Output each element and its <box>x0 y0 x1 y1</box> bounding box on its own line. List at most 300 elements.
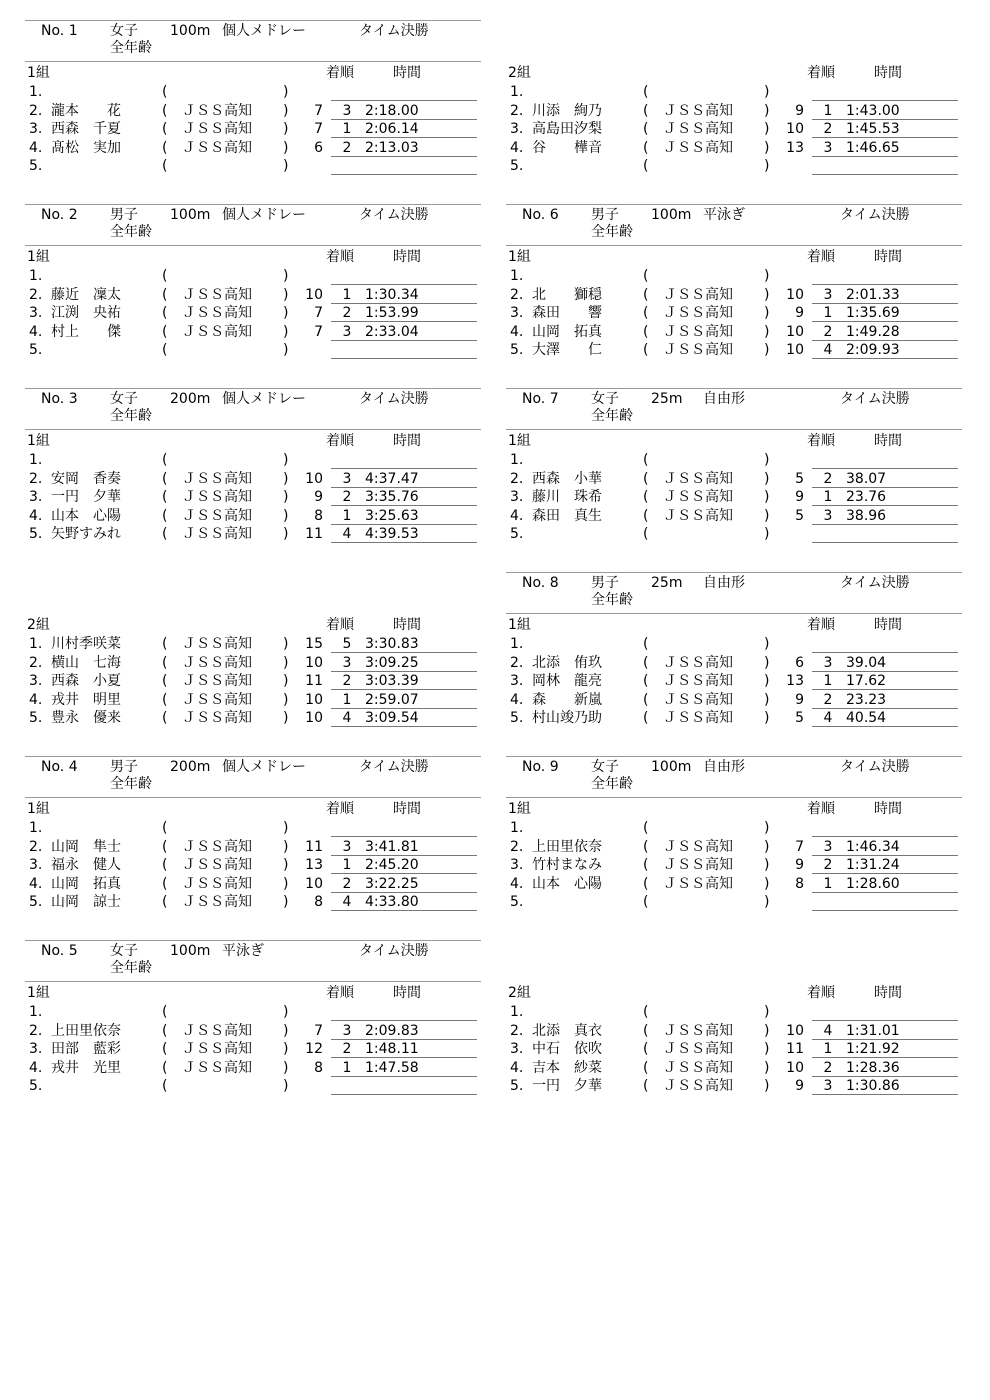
lane-number: 3. <box>510 1041 524 1058</box>
finish-rank: 4 <box>342 710 352 727</box>
underline <box>331 1094 477 1095</box>
finish-rank: 2 <box>823 470 833 487</box>
grade: 9 <box>795 1078 804 1095</box>
underline <box>331 358 477 359</box>
swimmer-name: 竹村まなみ <box>532 857 602 874</box>
result-row <box>506 451 962 470</box>
event-kind: タイム決勝 <box>359 943 429 959</box>
finish-rank: 1 <box>823 102 833 119</box>
finish-rank: 5 <box>342 636 352 652</box>
event-number: No. 1 <box>41 23 78 39</box>
lane-number: 5. <box>510 158 524 175</box>
finish-rank: 2 <box>342 673 352 690</box>
paren-open: ( <box>162 636 168 652</box>
rank-header: 着順 <box>326 617 354 633</box>
swimmer-name: 矢野すみれ <box>51 526 121 543</box>
grade: 7 <box>314 323 323 340</box>
time-header: 時間 <box>874 249 902 265</box>
finish-time: 3:09.54 <box>365 710 419 727</box>
underline <box>812 910 958 911</box>
paren-open: ( <box>643 139 649 156</box>
paren-open: ( <box>162 857 168 874</box>
underline <box>812 726 958 727</box>
event-age: 全年齢 <box>591 224 633 240</box>
result-row <box>506 525 962 544</box>
heat-label: 1組 <box>508 801 531 817</box>
finish-rank: 1 <box>342 286 352 303</box>
paren-open: ( <box>643 1004 649 1020</box>
event-kind: タイム決勝 <box>359 23 429 39</box>
paren-open: ( <box>643 838 649 855</box>
paren-close: ) <box>283 1078 289 1095</box>
event-gender: 女子 <box>591 759 619 775</box>
finish-rank: 4 <box>342 526 352 543</box>
event-number: No. 9 <box>522 759 559 775</box>
grade: 8 <box>795 875 804 892</box>
finish-time: 1:43.00 <box>846 102 900 119</box>
rank-header: 着順 <box>807 985 835 1001</box>
event-number: No. 3 <box>41 391 78 407</box>
lane-number: 4. <box>29 323 43 340</box>
swimmer-name: 藤川 珠希 <box>532 489 602 506</box>
event-header <box>25 204 481 246</box>
grade: 8 <box>314 1059 323 1076</box>
paren-open: ( <box>643 323 649 340</box>
heat-label: 1組 <box>27 433 50 449</box>
paren-close: ) <box>764 526 770 543</box>
team-name: ＪＳＳ高知 <box>182 102 252 119</box>
team-name: ＪＳＳ高知 <box>663 1059 733 1076</box>
event-stroke: 自由形 <box>703 759 745 775</box>
paren-open: ( <box>162 158 168 175</box>
paren-open: ( <box>643 820 649 836</box>
grade: 15 <box>305 636 323 652</box>
paren-open: ( <box>162 102 168 119</box>
result-row <box>506 286 962 305</box>
grade: 10 <box>786 1059 804 1076</box>
finish-time: 40.54 <box>846 710 887 727</box>
team-name: ＪＳＳ高知 <box>663 673 733 690</box>
team-name: ＪＳＳ高知 <box>182 875 252 892</box>
paren-open: ( <box>643 102 649 119</box>
finish-rank: 3 <box>823 838 833 855</box>
heat-label: 1組 <box>27 801 50 817</box>
underline <box>331 542 477 543</box>
result-row <box>506 83 962 102</box>
team-name: ＪＳＳ高知 <box>663 323 733 340</box>
event-age: 全年齢 <box>110 960 152 976</box>
paren-close: ) <box>283 286 289 303</box>
paren-open: ( <box>162 470 168 487</box>
paren-close: ) <box>764 342 770 359</box>
lane-number: 5. <box>29 526 43 543</box>
result-row <box>25 709 481 728</box>
heat-label: 2組 <box>508 985 531 1001</box>
event-distance: 25m <box>651 391 683 407</box>
lane-number: 1. <box>29 84 43 100</box>
lane-number: 3. <box>29 857 43 874</box>
swimmer-name: 福永 健人 <box>51 857 121 874</box>
finish-time: 1:53.99 <box>365 305 419 322</box>
heat-label: 1組 <box>508 433 531 449</box>
finish-rank: 1 <box>342 507 352 524</box>
lane-number: 1. <box>510 1004 524 1020</box>
swimmer-name: 戎井 光里 <box>51 1059 121 1076</box>
lane-number: 2. <box>510 654 524 671</box>
team-name: ＪＳＳ高知 <box>663 507 733 524</box>
paren-close: ) <box>283 305 289 322</box>
team-name: ＪＳＳ高知 <box>182 121 252 138</box>
lane-number: 3. <box>510 489 524 506</box>
result-rows <box>506 635 962 728</box>
paren-close: ) <box>764 636 770 652</box>
grade: 10 <box>786 286 804 303</box>
paren-close: ) <box>764 507 770 524</box>
swimmer-name: 村山竣乃助 <box>532 710 602 727</box>
time-header: 時間 <box>874 65 902 81</box>
paren-close: ) <box>764 489 770 506</box>
grade: 11 <box>305 838 323 855</box>
lane-number: 2. <box>510 1022 524 1039</box>
event-distance: 100m <box>170 207 211 223</box>
result-row <box>25 341 481 360</box>
result-row <box>25 654 481 673</box>
team-name: ＪＳＳ高知 <box>663 838 733 855</box>
paren-open: ( <box>162 654 168 671</box>
team-name: ＪＳＳ高知 <box>182 323 252 340</box>
paren-close: ) <box>764 875 770 892</box>
paren-open: ( <box>643 342 649 359</box>
finish-rank: 3 <box>823 507 833 524</box>
event-stroke: 平泳ぎ <box>222 943 264 959</box>
grade: 9 <box>795 102 804 119</box>
team-name: ＪＳＳ高知 <box>182 691 252 708</box>
result-row <box>25 838 481 857</box>
paren-close: ) <box>764 1041 770 1058</box>
swimmer-name: 山岡 隼士 <box>51 838 121 855</box>
grade: 13 <box>786 139 804 156</box>
finish-time: 2:06.14 <box>365 121 419 138</box>
event-header <box>25 940 481 982</box>
finish-time: 3:30.83 <box>365 636 419 652</box>
finish-rank: 3 <box>342 838 352 855</box>
paren-close: ) <box>764 1059 770 1076</box>
event-distance: 200m <box>170 391 211 407</box>
grade: 5 <box>795 710 804 727</box>
paren-open: ( <box>162 820 168 836</box>
rank-header: 着順 <box>326 433 354 449</box>
paren-close: ) <box>764 121 770 138</box>
result-row <box>25 893 481 912</box>
swimmer-name: 北添 真衣 <box>532 1022 602 1039</box>
paren-close: ) <box>764 286 770 303</box>
paren-open: ( <box>643 489 649 506</box>
finish-rank: 3 <box>342 102 352 119</box>
paren-close: ) <box>764 452 770 468</box>
grade: 8 <box>314 507 323 524</box>
result-row <box>25 525 481 544</box>
finish-time: 1:45.53 <box>846 121 900 138</box>
swimmer-name: 森田 響 <box>532 305 602 322</box>
result-row <box>25 286 481 305</box>
lane-number: 2. <box>510 470 524 487</box>
event-header <box>25 20 481 62</box>
lane-number: 3. <box>510 121 524 138</box>
time-header: 時間 <box>393 433 421 449</box>
grade: 13 <box>786 673 804 690</box>
finish-time: 1:31.01 <box>846 1022 900 1039</box>
event-kind: タイム決勝 <box>840 575 910 591</box>
result-row <box>506 893 962 912</box>
finish-time: 3:41.81 <box>365 838 419 855</box>
grade: 6 <box>795 654 804 671</box>
grade: 10 <box>305 875 323 892</box>
lane-number: 1. <box>510 452 524 468</box>
result-row <box>506 157 962 176</box>
paren-close: ) <box>283 323 289 340</box>
grade: 7 <box>314 1022 323 1039</box>
lane-number: 5. <box>29 1078 43 1095</box>
lane-number: 4. <box>510 875 524 892</box>
event-distance: 100m <box>651 207 692 223</box>
finish-time: 2:01.33 <box>846 286 900 303</box>
paren-open: ( <box>162 286 168 303</box>
paren-close: ) <box>283 507 289 524</box>
swimmer-name: 高島田汐梨 <box>532 121 602 138</box>
grade: 10 <box>305 691 323 708</box>
rank-header: 着順 <box>807 249 835 265</box>
event-gender: 女子 <box>591 391 619 407</box>
paren-open: ( <box>643 1022 649 1039</box>
heat-label: 1組 <box>27 249 50 265</box>
swimmer-name: 横山 七海 <box>51 654 121 671</box>
paren-close: ) <box>764 1004 770 1020</box>
event-age: 全年齢 <box>110 408 152 424</box>
result-row <box>506 304 962 323</box>
result-rows <box>25 451 481 544</box>
paren-close: ) <box>283 1041 289 1058</box>
finish-time: 3:35.76 <box>365 489 419 506</box>
finish-time: 3:22.25 <box>365 875 419 892</box>
swimmer-name: 豊永 優来 <box>51 710 121 727</box>
lane-number: 4. <box>29 507 43 524</box>
result-rows <box>506 819 962 912</box>
finish-rank: 2 <box>342 875 352 892</box>
lane-number: 4. <box>29 1059 43 1076</box>
finish-rank: 1 <box>823 489 833 506</box>
lane-number: 3. <box>510 857 524 874</box>
finish-rank: 2 <box>823 691 833 708</box>
lane-number: 3. <box>29 121 43 138</box>
result-row <box>25 672 481 691</box>
event-distance: 100m <box>170 23 211 39</box>
paren-open: ( <box>162 305 168 322</box>
result-row <box>506 691 962 710</box>
swimmer-name: 吉本 紗菜 <box>532 1059 602 1076</box>
event-kind: タイム決勝 <box>840 391 910 407</box>
grade: 9 <box>314 489 323 506</box>
paren-close: ) <box>283 470 289 487</box>
paren-close: ) <box>283 342 289 359</box>
finish-time: 4:33.80 <box>365 894 419 911</box>
paren-open: ( <box>162 1059 168 1076</box>
heat-label: 1組 <box>27 985 50 1001</box>
lane-number: 1. <box>29 268 43 284</box>
lane-number: 4. <box>510 691 524 708</box>
paren-open: ( <box>643 286 649 303</box>
paren-open: ( <box>643 894 649 911</box>
underline <box>331 726 477 727</box>
grade: 9 <box>795 857 804 874</box>
time-header: 時間 <box>393 249 421 265</box>
result-row <box>506 709 962 728</box>
grade: 13 <box>305 857 323 874</box>
swimmer-name: 山本 心陽 <box>532 875 602 892</box>
lane-number: 2. <box>29 470 43 487</box>
underline <box>812 174 958 175</box>
team-name: ＪＳＳ高知 <box>663 121 733 138</box>
result-row <box>25 1022 481 1041</box>
finish-rank: 4 <box>823 710 833 727</box>
grade: 9 <box>795 691 804 708</box>
paren-open: ( <box>643 158 649 175</box>
paren-open: ( <box>162 489 168 506</box>
result-row <box>506 635 962 654</box>
grade: 11 <box>786 1041 804 1058</box>
finish-time: 1:21.92 <box>846 1041 900 1058</box>
result-row <box>25 1059 481 1078</box>
team-name: ＪＳＳ高知 <box>182 286 252 303</box>
finish-time: 1:30.86 <box>846 1078 900 1095</box>
time-header: 時間 <box>874 985 902 1001</box>
paren-open: ( <box>162 1004 168 1020</box>
paren-close: ) <box>764 102 770 119</box>
paren-close: ) <box>283 1022 289 1039</box>
grade: 7 <box>314 121 323 138</box>
team-name: ＪＳＳ高知 <box>182 1041 252 1058</box>
finish-rank: 1 <box>823 673 833 690</box>
paren-close: ) <box>764 305 770 322</box>
heat-label: 1組 <box>508 617 531 633</box>
result-row <box>506 838 962 857</box>
event-number: No. 6 <box>522 207 559 223</box>
team-name: ＪＳＳ高知 <box>182 507 252 524</box>
lane-number: 5. <box>510 710 524 727</box>
event-gender: 男子 <box>591 575 619 591</box>
paren-close: ) <box>283 820 289 836</box>
result-row <box>25 875 481 894</box>
finish-rank: 2 <box>342 1041 352 1058</box>
result-row <box>25 488 481 507</box>
finish-rank: 1 <box>342 121 352 138</box>
swimmer-name: 北 獅穏 <box>532 286 602 303</box>
event-stroke: 個人メドレー <box>222 391 306 407</box>
grade: 10 <box>305 470 323 487</box>
swimmer-name: 一円 夕華 <box>532 1078 602 1095</box>
paren-open: ( <box>643 507 649 524</box>
time-header: 時間 <box>393 985 421 1001</box>
paren-open: ( <box>643 452 649 468</box>
team-name: ＪＳＳ高知 <box>663 286 733 303</box>
finish-time: 2:59.07 <box>365 691 419 708</box>
event-gender: 男子 <box>110 759 138 775</box>
underline <box>812 542 958 543</box>
result-rows <box>506 451 962 544</box>
paren-close: ) <box>283 691 289 708</box>
underline <box>812 358 958 359</box>
finish-rank: 3 <box>342 1022 352 1039</box>
paren-open: ( <box>643 673 649 690</box>
grade: 12 <box>305 1041 323 1058</box>
lane-number: 2. <box>510 102 524 119</box>
finish-time: 3:03.39 <box>365 673 419 690</box>
lane-number: 1. <box>510 84 524 100</box>
paren-close: ) <box>764 84 770 100</box>
team-name: ＪＳＳ高知 <box>182 894 252 911</box>
finish-time: 39.04 <box>846 654 887 671</box>
event-number: No. 4 <box>41 759 78 775</box>
finish-rank: 1 <box>823 1041 833 1058</box>
event-distance: 100m <box>651 759 692 775</box>
rank-header: 着順 <box>326 249 354 265</box>
finish-rank: 2 <box>823 323 833 340</box>
swimmer-name: 山岡 拓真 <box>532 323 602 340</box>
finish-time: 2:18.00 <box>365 102 419 119</box>
finish-time: 2:13.03 <box>365 139 419 156</box>
event-header <box>25 388 481 430</box>
result-row <box>506 488 962 507</box>
paren-close: ) <box>764 1022 770 1039</box>
event-age: 全年齢 <box>110 776 152 792</box>
result-row <box>25 1077 481 1096</box>
paren-open: ( <box>162 673 168 690</box>
swimmer-name: 岡林 龍亮 <box>532 673 602 690</box>
finish-rank: 1 <box>342 857 352 874</box>
lane-number: 4. <box>29 691 43 708</box>
finish-rank: 1 <box>823 305 833 322</box>
result-row <box>506 819 962 838</box>
result-row <box>506 323 962 342</box>
lane-number: 2. <box>29 102 43 119</box>
paren-open: ( <box>643 268 649 284</box>
time-header: 時間 <box>393 801 421 817</box>
swimmer-name: 村上 傑 <box>51 323 121 340</box>
paren-close: ) <box>283 139 289 156</box>
grade: 10 <box>786 342 804 359</box>
result-row <box>506 470 962 489</box>
swimmer-name: 一円 夕華 <box>51 489 121 506</box>
lane-number: 5. <box>29 342 43 359</box>
swimmer-name: 中石 依吹 <box>532 1041 602 1058</box>
result-row <box>25 691 481 710</box>
finish-time: 1:47.58 <box>365 1059 419 1076</box>
lane-number: 3. <box>510 673 524 690</box>
lane-number: 3. <box>29 673 43 690</box>
result-row <box>506 1077 962 1096</box>
finish-time: 3:25.63 <box>365 507 419 524</box>
swimmer-name: 山本 心陽 <box>51 507 121 524</box>
paren-open: ( <box>643 305 649 322</box>
finish-time: 1:35.69 <box>846 305 900 322</box>
paren-close: ) <box>283 673 289 690</box>
finish-rank: 3 <box>823 139 833 156</box>
finish-time: 38.96 <box>846 507 887 524</box>
event-gender: 女子 <box>110 943 138 959</box>
paren-close: ) <box>764 654 770 671</box>
lane-number: 5. <box>510 342 524 359</box>
finish-time: 38.07 <box>846 470 887 487</box>
finish-time: 1:46.65 <box>846 139 900 156</box>
